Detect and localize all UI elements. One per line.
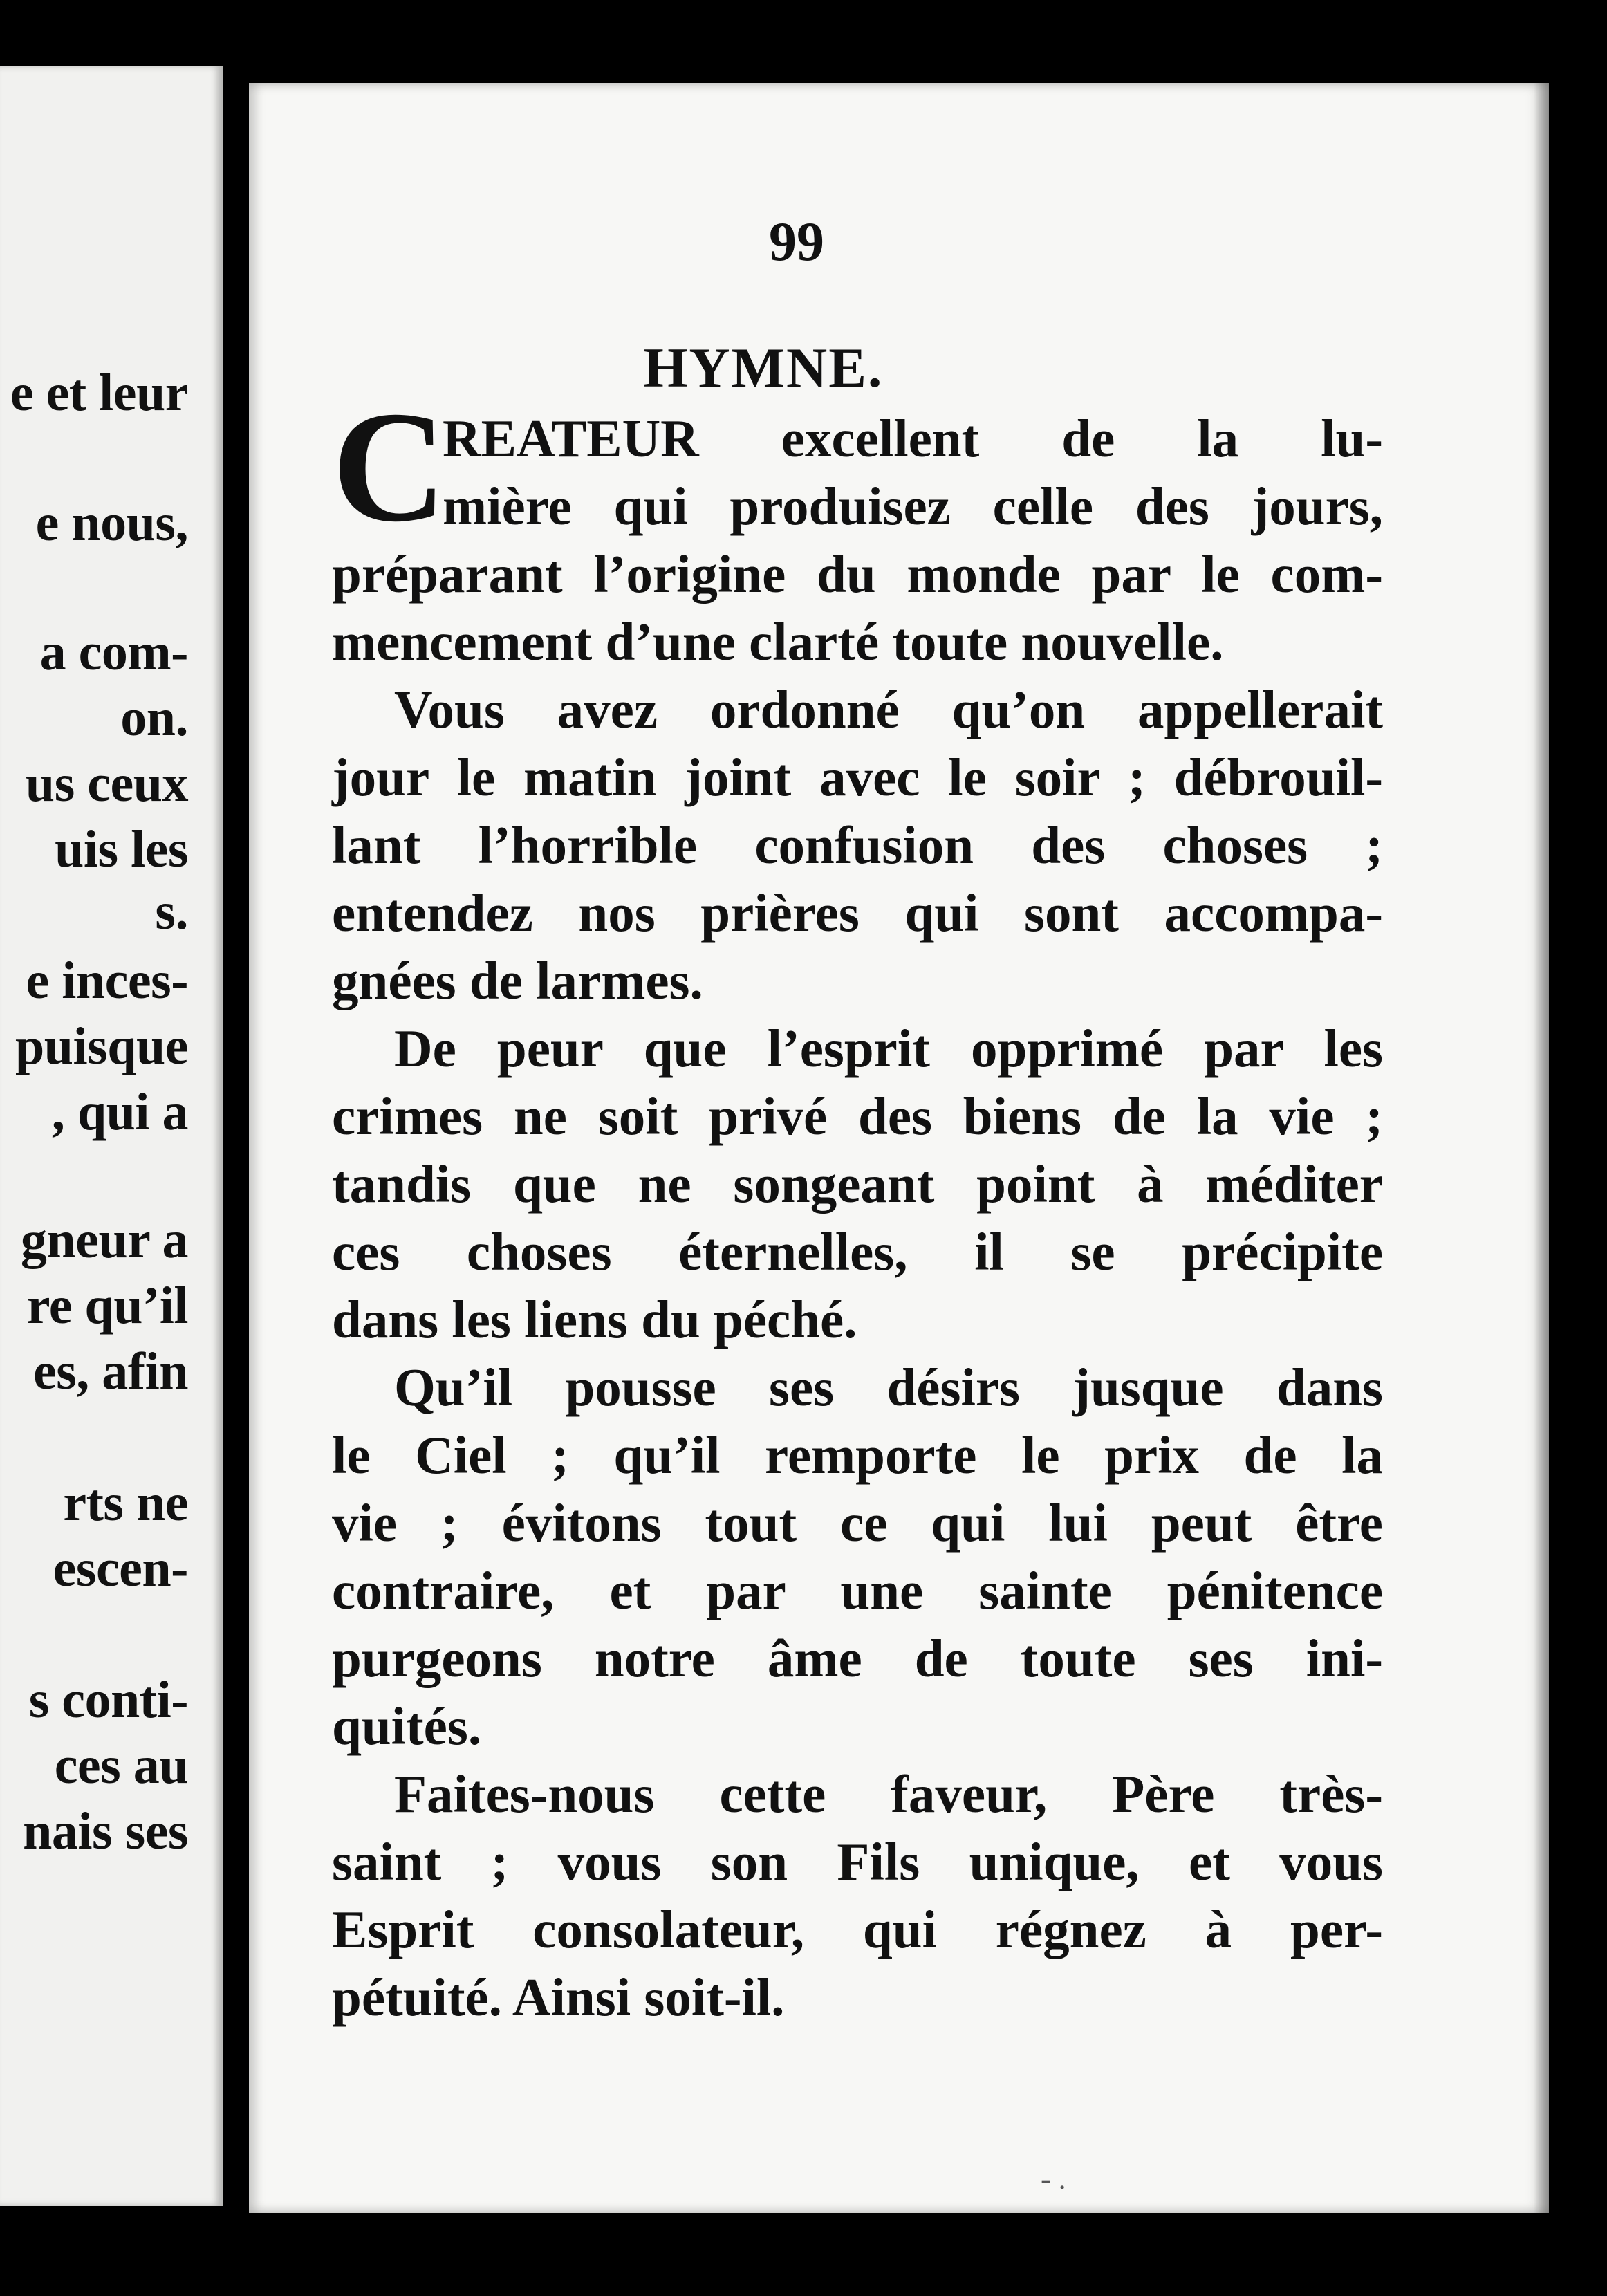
text-line: le Ciel ; qu’il remporte le prix de la (332, 1425, 1383, 1485)
left-page-line: es, afin (33, 1342, 188, 1400)
left-page-line: puisque (15, 1017, 188, 1075)
left-page-line: rts ne (63, 1474, 188, 1532)
text-line: saint ; vous son Fils unique, et vous (332, 1832, 1383, 1891)
right-page (249, 83, 1549, 2213)
left-page-line: a com- (39, 623, 188, 681)
left-page-line: re qu’il (26, 1277, 188, 1335)
text-line: ces choses éternelles, il se précipite (332, 1222, 1383, 1281)
left-page-line: us ceux (25, 754, 188, 813)
left-page-line: escen- (53, 1539, 188, 1598)
left-page-line: gneur a (20, 1211, 188, 1269)
text-line: lant l’horrible confusion des choses ; (332, 815, 1383, 875)
text-line: gnées de larmes. (332, 951, 703, 1010)
text-line: préparant l’origine du monde par le com- (332, 544, 1383, 604)
left-page-line: s conti- (28, 1671, 188, 1729)
text-line: Esprit consolateur, qui régnez à per- (332, 1900, 1383, 1959)
page-number: 99 (769, 212, 824, 272)
left-page-line: e et leur (10, 364, 188, 422)
hymn-title: HYMNE. (643, 336, 884, 399)
text-line: quités. (332, 1696, 482, 1756)
left-page-line: uis les (55, 820, 188, 878)
stray-mark: - . (1041, 2162, 1066, 2196)
text-line: mière qui produisez celle des jours, (443, 476, 1383, 536)
page-edge-shadow (1534, 83, 1549, 2213)
text-line: tandis que ne songeant point à méditer (332, 1154, 1383, 1214)
text-line: dans les liens du péché. (332, 1290, 857, 1349)
text-line: jour le matin joint avec le soir ; débrouil- (332, 748, 1383, 807)
left-page-line: on. (120, 689, 188, 747)
text-line: REATEUR excellent de la lu- (443, 409, 1383, 468)
text-line: purgeons notre âme de toute ses ini- (332, 1629, 1383, 1688)
text-line: vie ; évitons tout ce qui lui peut être (332, 1493, 1383, 1553)
text-line: pétuité. Ainsi soit-il. (332, 1968, 785, 2027)
left-page-line: s. (155, 882, 188, 941)
left-page-line: , qui a (51, 1083, 188, 1141)
left-page-line: ces au (54, 1737, 188, 1795)
left-page-line: nais ses (23, 1802, 188, 1860)
text-line: contraire, et par une sainte pénitence (332, 1561, 1383, 1620)
drop-cap: C (332, 378, 446, 555)
text-line: crimes ne soit privé des biens de la vie ; (332, 1086, 1383, 1146)
text-line: Qu’il pousse ses désirs jusque dans (394, 1358, 1383, 1417)
text-line: Vous avez ordonné qu’on appellerait (394, 680, 1383, 739)
opening-paragraph-start (332, 378, 1383, 555)
left-page-line: e inces- (26, 952, 188, 1010)
left-page-line: e nous, (35, 494, 188, 552)
hymn-text (332, 378, 1383, 2031)
text-line: Faites-nous cette faveur, Père très- (394, 1764, 1383, 1824)
text-line: De peur que l’esprit opprimé par les (394, 1019, 1383, 1078)
text-line: entendez nos prières qui sont accompa- (332, 883, 1383, 943)
text-line: mencement d’une clarté toute nouvelle. (332, 612, 1224, 672)
